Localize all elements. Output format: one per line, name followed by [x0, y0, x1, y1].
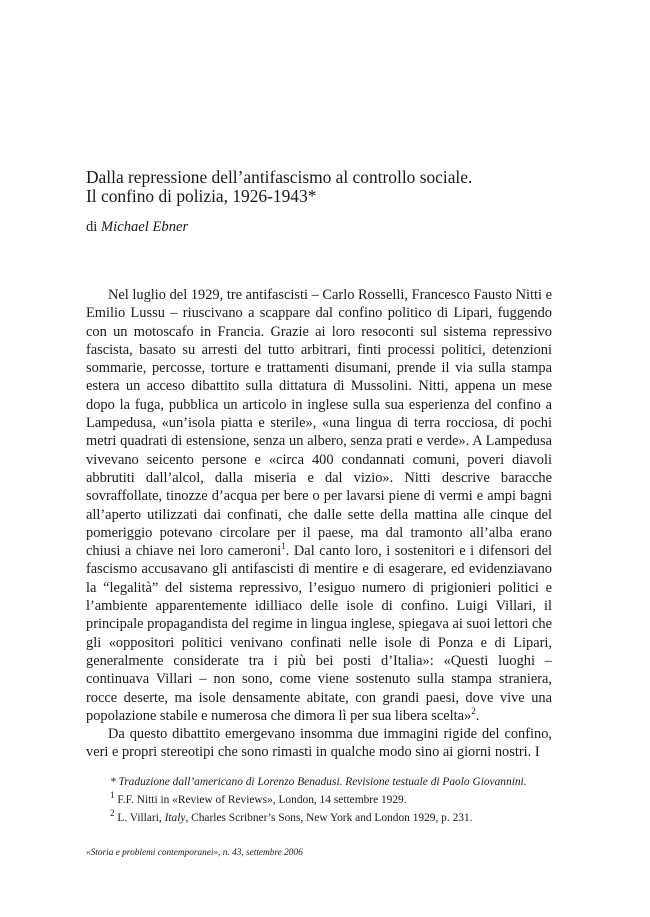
author-line	[86, 219, 188, 236]
paragraph-1-part-c: .	[475, 707, 480, 724]
title-line-1: Dalla repressione dell’antifascismo al controllo sociale.	[86, 167, 473, 187]
footnote-2: $^2$ L. Villari, Italy, Charles Scribner’s Sons, New York and London 1929, p. 231.	[110, 808, 473, 824]
article-body	[86, 286, 552, 762]
author-name: Michael Ebner	[101, 219, 189, 235]
footnote-1-text: F.F. Nitti in «Review of Reviews», London, 14 settembre 1929.	[117, 794, 407, 806]
footnote-translation: * Traduzione dall’americano di Lorenzo Benadusi. Revisione testuale di Paolo Giovannini.	[110, 776, 527, 788]
paragraph-1-part-a: Nel luglio del 1929, tre antifascisti – Carlo Rosselli, Francesco Fausto Nitti e Emilio Lussu – riuscivano a scappare dal confino politico di Lipari, fuggendo con un motoscafo in Francia. Grazie ai loro resoconti sul sistema repressivo fascista, basato su arresti del tutto arbitrari, finti processi politici, detenzioni sommarie, percosse, torture e trattamenti disumani, prende il via sulla stampa estera un acceso dibattito sulla dittatura di Mussolini. Nitti, appena un mese dopo la fuga, pubblica un articolo in inglese sulla sua esperienza del confino a Lampedusa, «un’isola piatta e sterile», «una lingua di terra rocciosa, di pochi metri quadrati di estensione, senza un albero, senza prati e verde». A Lampedusa vivevano seicento persone e «circa 400 condannati comuni, poveri diavoli abbrutiti dall’alcol, dalla miseria e dal vizio». Nitti descrive baracche sovraffollate, tinozze d’acqua per bere o per lavarsi piene di vermi e ampi bagni all’aperto utilizzati dai confinati, che dalle sette della mattina alle cinque del pomeriggio potevano circolare per il paese, ma dal tramonto all’alba erano chiusi a chiave nei loro cameroni	[86, 287, 552, 560]
footnotes	[86, 773, 552, 827]
title-line-2: Il confino di polizia, 1926-1943*	[86, 186, 317, 206]
footnote-2-book-title: Italy	[164, 812, 186, 824]
footnote-2-mark: 2	[110, 808, 115, 819]
journal-footer: «Storia e problemi contemporanei», n. 43, settembre 2006	[86, 848, 303, 858]
paragraph-1	[86, 286, 552, 725]
footnote-ref-1: 1	[281, 541, 286, 552]
paragraph-1-part-b: . Dal canto loro, i sostenitori e i difensori del fascismo accusavano gli antifascisti di mentire e di esagerare, ed evidenziavano la “legalità” del sistema repressivo, l’esiguo numero di prigionieri politici e l’ambiente apparentemente idilliaco delle isole di confino. Luigi Villari, il principale propagandista del regime in lingua inglese, spiegava ai suoi lettori che gli «oppositori politici venivano confinati nelle isole di Ponza e di Lipari, generalmente considerate tra i più bei posti d’Italia»: «Questi luoghi – continuava Villari – non sono, come viene sostenuto sulla stampa straniera, rocce deserte, ma isole densamente abitate, con grandi paesi, dove vive una popolazione stabile e numerosa che dimora lì per sua libera scelta»	[86, 543, 552, 724]
footnote-1	[86, 791, 552, 809]
footnote-ref-2: 2	[471, 706, 476, 717]
footnote-1-mark: 1	[110, 790, 115, 801]
author-prefix: di	[86, 219, 98, 235]
article-title	[86, 168, 472, 206]
paragraph-2: Da questo dibattito emergevano insomma due immagini rigide del confino, veri e propri stereotipi che sono rimasti in qualche modo sino ai giorni nostri. I	[86, 726, 552, 761]
